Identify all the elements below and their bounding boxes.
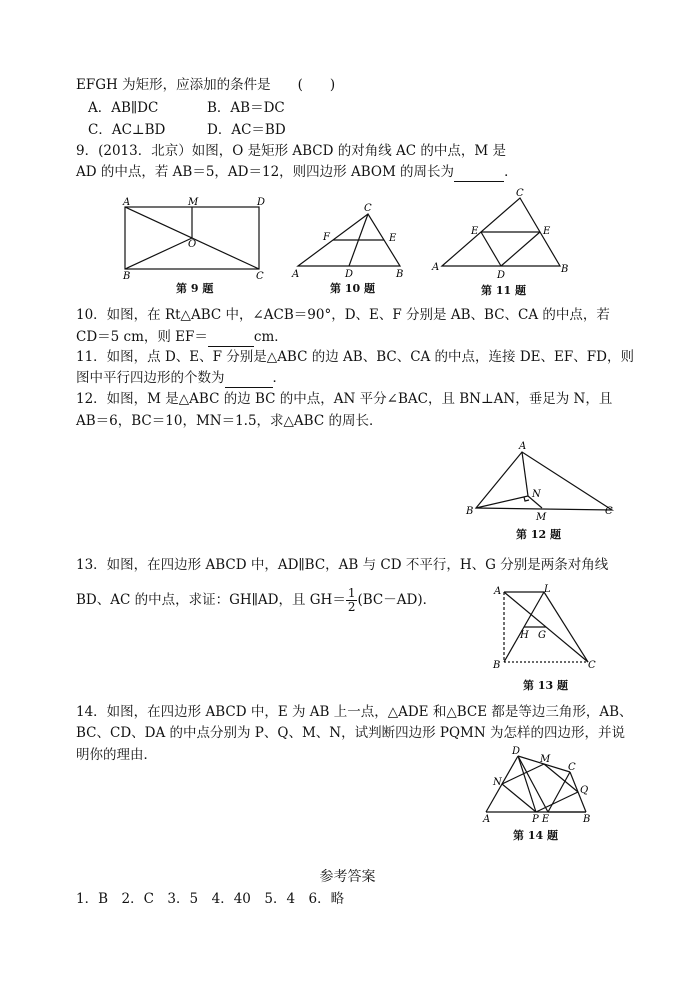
figure-14 (478, 744, 603, 826)
answers-line: 1．B 2．C 3．5 4．40 5．4 6．略 (76, 891, 345, 907)
q11-line2-text: 图中平行四边形的个数为 (76, 370, 225, 386)
fig13-label-h: H (520, 630, 529, 641)
q8-option-a: A．AB∥DC (88, 100, 159, 116)
q13-line2-end: (BC－AD)． (357, 592, 437, 608)
answers-title: 参考答案 (319, 869, 376, 885)
fraction-denominator: 2 (347, 600, 356, 614)
fig14-label-m: M (540, 754, 551, 765)
q14-line3: 明你的理由． (76, 747, 157, 763)
q12-line2: AB＝6，BC＝10，MN＝1.5，求△ABC 的周长． (76, 413, 383, 429)
fig11-label-e-right: E (543, 226, 551, 237)
q9-line1: 9．(2013．北京）如图，O 是矩形 ABCD 的对角线 AC 的中点，M 是 (76, 143, 507, 159)
q8-stem: EFGH 为矩形，应添加的条件是 ( ) (76, 77, 336, 93)
q10-line2-text: CD＝5 cm，则 EF＝ (76, 329, 208, 345)
fig12-label-a: A (519, 441, 527, 452)
fig12-label-b: B (466, 506, 474, 517)
fig11-label-c: C (516, 188, 524, 199)
fig14-label-pe: P E (532, 814, 550, 825)
q8-option-b: B．AB＝DC (207, 100, 285, 116)
fig13-label-c: C (588, 660, 596, 671)
fig13-label-l: L (544, 584, 551, 595)
fraction-numerator: 1 (347, 586, 356, 600)
figure-12 (462, 438, 622, 523)
fig14-label-a: A (483, 814, 491, 825)
fig10-label-c: C (364, 203, 372, 214)
q13-line2-text: BD、AC 的中点，求证：GH∥AD，且 GH＝ (76, 592, 346, 608)
fig13-label-a: A (494, 586, 502, 597)
fig13-caption: 第 13 题 (523, 679, 568, 692)
fig9-label-m: M (188, 197, 199, 208)
fig14-label-q: Q (580, 785, 589, 796)
fig9-label-d: D (257, 197, 266, 208)
q9-line2 (76, 163, 518, 182)
fig12-label-n: N (532, 489, 541, 500)
fig14-label-c: C (568, 762, 576, 773)
q10-line2-end: cm． (253, 329, 288, 345)
fig12-label-m: M (536, 512, 547, 523)
fig10-label-f: F (323, 232, 330, 243)
fig9-label-a: A (123, 197, 131, 208)
answer-blank (454, 163, 504, 182)
q8-option-c: C．AC⊥BD (88, 122, 166, 138)
fig13-label-b: B (493, 660, 501, 671)
fig14-caption: 第 14 题 (513, 829, 558, 842)
q14-line1: 14．如图，在四边形 ABCD 中，E 为 AB 上一点，△ADE 和△BCE 都是等边三角形，AB、 (76, 704, 633, 720)
fig10-label-e: E (389, 233, 397, 244)
fig14-label-n: N (493, 777, 502, 788)
answer-blank (208, 328, 254, 347)
fig9-label-c: C (256, 271, 264, 282)
fig13-label-g: G (538, 630, 546, 641)
fig11-caption: 第 11 题 (481, 284, 526, 297)
figure-10 (290, 200, 415, 285)
one-half-fraction (346, 587, 358, 614)
q10-line1: 10．如图，在 Rt△ABC 中，∠ACB＝90°，D、E、F 分别是 AB、BC、CA 的中点，若 (76, 307, 610, 323)
fig12-label-c: C (605, 506, 613, 517)
fig12-caption: 第 12 题 (516, 528, 561, 541)
q11-line2 (76, 369, 286, 388)
answer-blank (225, 369, 273, 388)
q13-line1: 13．如图，在四边形 ABCD 中，AD∥BC，AB 与 CD 不平行，H、G 分别是两条对角线 (76, 557, 609, 573)
fig9-label-o: O (188, 239, 197, 250)
q9-line2-text: AD 的中点，若 AB＝5，AD＝12，则四边形 ABOM 的周长为 (76, 164, 455, 180)
fig9-label-b: B (123, 271, 131, 282)
fig11-label-d: D (497, 270, 506, 281)
fig9-caption: 第 9 题 (176, 282, 214, 295)
fig11-label-a: A (432, 262, 440, 273)
q9-line2-end: ． (504, 164, 518, 180)
q13-line2 (76, 587, 436, 614)
q14-line2: BC、CD、DA 的中点分别为 P、Q、M、N，试判断四边形 PQMN 为怎样的四边形，并说 (76, 725, 625, 741)
fig14-label-d: D (512, 746, 521, 757)
q11-line1: 11．如图，点 D、E、F 分别是△ABC 的边 AB、BC、CA 的中点，连接 DE、EF、FD，则 (76, 349, 634, 365)
fig10-label-a: A (292, 269, 300, 280)
fig10-label-b: B (396, 269, 404, 280)
fig14-label-b: B (583, 814, 591, 825)
fig10-caption: 第 10 题 (330, 282, 375, 295)
q11-line2-end: ． (272, 370, 286, 386)
fig11-label-b: B (561, 264, 569, 275)
fig11-label-e-left: E (471, 226, 479, 237)
q10-line2 (76, 328, 288, 347)
figure-11 (430, 188, 575, 283)
figure-13 (488, 582, 603, 674)
q12-line1: 12．如图，M 是△ABC 的边 BC 的中点，AN 平分∠BAC，且 BN⊥AN，垂足为 N，且 (76, 391, 613, 407)
fig10-label-d: D (345, 269, 354, 280)
q8-option-d: D．AC＝BD (207, 122, 286, 138)
